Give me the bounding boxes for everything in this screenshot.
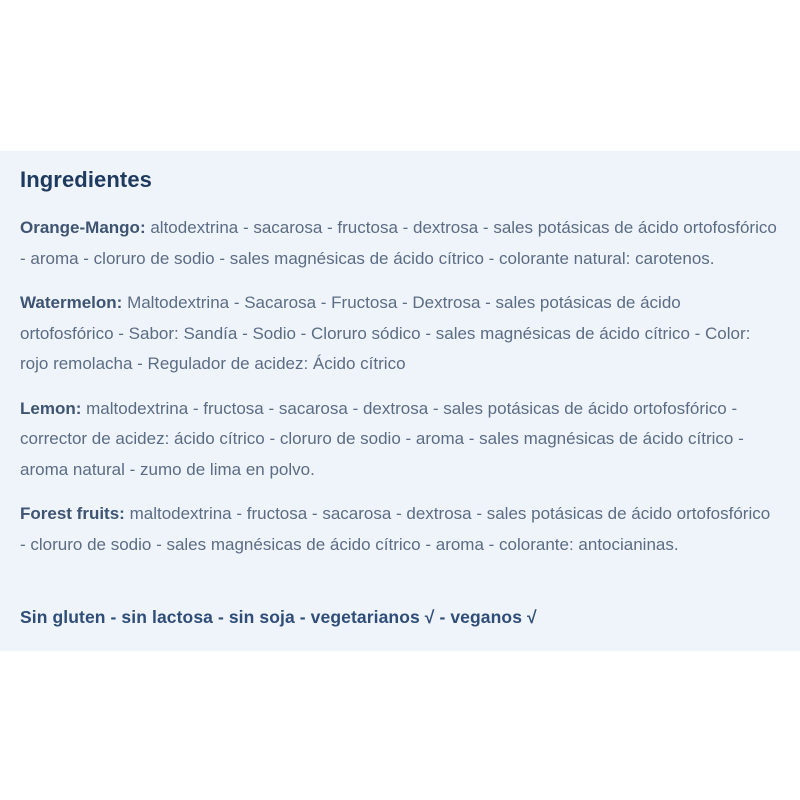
ingredient-text-forest-fruits: maltodextrina - fructosa - sacarosa - dextrosa - sales potásicas de ácido ortofosfórico - cloruro de sodio - sales magnésicas de ácido cítrico - aroma - colorante: antocianinas. bbox=[20, 504, 771, 554]
ingredient-paragraph-orange-mango bbox=[20, 213, 778, 274]
ingredients-panel bbox=[0, 151, 800, 651]
ingredients-heading: Ingredientes bbox=[20, 167, 153, 192]
ingredient-paragraph-forest-fruits bbox=[20, 499, 778, 560]
ingredient-text-orange-mango: altodextrina - sacarosa - fructosa - dextrosa - sales potásicas de ácido ortofosfórico - aroma - cloruro de sodio - sales magnésicas de ácido cítrico - colorante natural: carotenos. bbox=[20, 218, 777, 268]
ingredient-paragraph-lemon bbox=[20, 394, 778, 486]
ingredient-paragraph-watermelon bbox=[20, 288, 778, 380]
flavor-label-orange-mango: Orange-Mango: bbox=[20, 218, 146, 237]
flavor-label-watermelon: Watermelon: bbox=[20, 293, 123, 312]
ingredient-text-watermelon: Maltodextrina - Sacarosa - Fructosa - Dextrosa - sales potásicas de ácido ortofosfórico - Sabor: Sandía - Sodio - Cloruro sódico - sales magnésicas de ácido cítrico - Color: rojo remolacha - Regulador de acidez: Ácido cítrico bbox=[20, 293, 751, 373]
flavor-label-lemon: Lemon: bbox=[20, 398, 82, 418]
ingredient-text-lemon: maltodextrina - fructosa - sacarosa - dextrosa - sales potásicas de ácido ortofosfórico - corrector de acidez: ácido cítrico - cloruro de sodio - aroma - sales magnésicas de ácido cítrico - aroma natural - zumo de lima en polvo. bbox=[20, 398, 744, 479]
flavor-label-forest-fruits: Forest fruits: bbox=[20, 504, 125, 523]
dietary-info-line: Sin gluten - sin lactosa - sin soja - vegetarianos √ - veganos √ bbox=[20, 607, 537, 627]
